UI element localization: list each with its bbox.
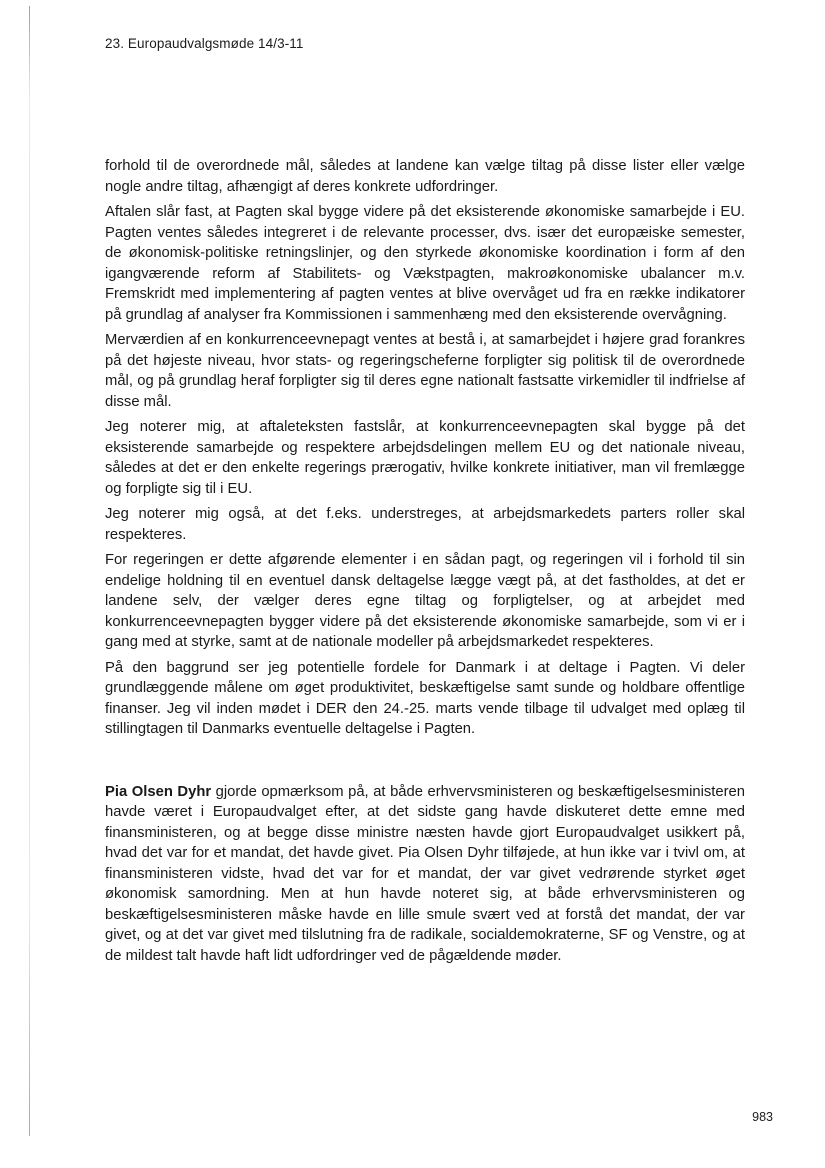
page-number: 983 [752,1110,773,1124]
paragraph-3: Merværdien af en konkurrenceevnepagt ventes at bestå i, at samarbejdet i højere grad forankres på det højeste niveau, hvor stats- og regeringscheferne forpligter sig politisk til de overordnede mål, og på grundlag heraf forpligter sig til deres egne nationalt fastsatte virkemidler til indfrielse af disse mål. [105,332,745,410]
paragraph-5: Jeg noterer mig også, at det f.eks. understreges, at arbejdsmarkedets parters roller skal respekteres. [105,506,745,543]
paragraph-7: På den baggrund ser jeg potentielle fordele for Danmark i at deltage i Pagten. Vi deler grundlæggende målene om øget produktivitet, beskæftigelse samt sunde og holdbare offentlige finanser. Jeg vil inden mødet i DER den 24.-25. marts vende tilbage til udvalget med oplæg til stillingtagen til Danmarks eventuelle deltagelse i Pagten. [105,659,745,737]
paragraph-6: For regeringen er dette afgørende elementer i en sådan pagt, og regeringen vil i forhold til sin endelige holdning til en eventuel dansk deltagelse lægge vægt på, at det fastholdes, at det er landene selv, der vælger deres egne tiltag og forpligtelser, og at arbejdet med konkurrenceevnepagten bygger videre på det eksisterende økonomiske samarbejde, som vi er i gang med at styrke, samt at de nationale modeller på arbejdsmarkedet respekteres. [105,552,745,650]
paragraph-1: forhold til de overordnede mål, således at landene kan vælge tiltag på disse lister eller vælge nogle andre tiltag, afhængigt af deres konkrete udfordringer. [105,158,745,195]
document-body [105,156,745,971]
scan-artifact-line [29,6,30,1136]
paragraph-4: Jeg noterer mig, at aftaleteksten fastslår, at konkurrenceevnepagten skal bygge på det eksisterende samarbejde og respektere arbejdsdelingen mellem EU og det nationale niveau, således at det er den enkelte regerings prærogativ, hvilke konkrete initiativer, man vil fremlægge og forpligte sig til i EU. [105,419,745,497]
speaker-name: Pia Olsen Dyhr [105,783,212,800]
document-header: 23. Europaudvalgsmøde 14/3-11 [105,36,304,51]
paragraph-speaker [105,782,745,967]
paragraph-2: Aftalen slår fast, at Pagten skal bygge videre på det eksisterende økonomiske samarbejde i EU. Pagten ventes således integreret i de relevante processer, dvs. især det europæiske semester, de økonomisk-politiske retningslinjer, og den styrkede økonomiske koordination i form af den igangværende reform af Stabilitets- og Vækstpagten, makroøkonomiske ubalancer m.v. Fremskridt med implementering af pagten ventes at blive overvåget ud fra en række indikatorer på grundlag af analyser fra Kommissionen i sammenhæng med den eksisterende overvågning. [105,204,745,323]
speaker-text: gjorde opmærksom på, at både erhvervsministeren og beskæftigelsesministeren havde været i Europaudvalget efter, at det sidste gang havde diskuteret dette emne med finansministeren, og at begge disse ministre næsten havde gjort Europaudvalget usikkert på, hvad det var for et mandat, det havde givet. Pia Olsen Dyhr tilføjede, at hun ikke var i tvivl om, at finansministeren vidste, hvad det var for et mandat, der var givet vedrørende styrket øget økonomisk samordning. Men at hun havde noteret sig, at både erhvervsministeren og beskæftigelsesministeren måske havde en lille smule svært ved at forstå det mandat, der var givet, og at det var givet med tilslutning fra de radikale, socialdemokraterne, SF og Venstre, og at de mildest talt havde haft lidt udfordringer ved de pågældende møder. [105,783,745,964]
